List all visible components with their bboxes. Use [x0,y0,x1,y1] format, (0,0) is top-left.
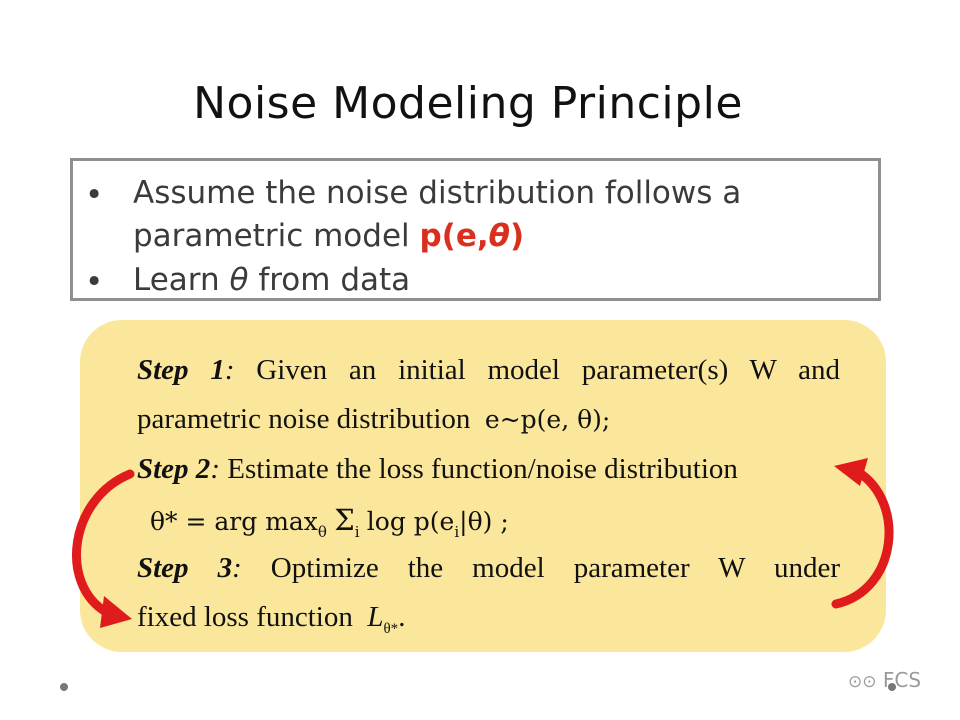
step-2-colon: : [210,453,220,485]
formula-theta: θ [488,218,510,254]
right-loop-arrow-icon [828,452,904,622]
step-3-colon: : [232,552,242,584]
step-3-text: Optimize the model parameter W under [270,552,841,584]
step-2-line-1 [137,453,840,486]
sum-sub: i [354,522,360,541]
formula-close: ) [509,218,525,254]
bullet-1-line-2 [133,214,524,258]
step-1-line-2 [137,403,840,436]
step-2-tail-end: |θ) ; [459,507,509,536]
bullet-2-theta: θ [229,262,249,298]
slide-title: Noise Modeling Principle [193,78,743,129]
bullet-2-prefix: Learn [133,262,230,298]
watermark-text: FCS [882,668,922,692]
step-2-tail: log p(e [366,507,455,536]
step-3-label: Step 3 [137,552,233,584]
step-1-line-2-text: parametric noise distribution [137,403,471,435]
bullet-marker: • [85,264,104,300]
step-3-line-1 [137,552,840,585]
bullet-box [70,158,881,301]
bullet-1-prefix: parametric model [133,218,420,254]
bullet-2 [133,258,410,302]
noise-model-formula [419,218,524,254]
step-2-label: Step 2 [137,453,211,485]
step-3-line-2-text: fixed loss function [137,601,353,633]
step-2-sub: θ [317,522,327,541]
step-3-line-2 [137,601,840,638]
bullet-1-line-1: Assume the noise distribution follows a [133,175,742,211]
step-3-end: . [398,601,406,633]
step-1-text: Given an initial model parameter(s) W and [256,354,840,386]
step-2-formula: θ* = arg max [150,507,318,536]
step-1-line-1 [137,354,840,387]
watermark [848,668,921,692]
sum-symbol: Σ [334,503,355,537]
step-2-text: Estimate the loss function/noise distribution [227,453,738,485]
left-loop-arrow-icon [64,464,140,634]
step-1-formula: e~p(e, θ); [484,405,611,434]
loss-L-sub: θ* [383,620,399,637]
step-1-colon: : [224,354,235,386]
formula-p: p(e, [419,218,489,254]
loss-L: L [367,601,384,633]
step-2-tail-sub: i [454,522,460,541]
bullet-2-suffix: from data [248,262,411,298]
slide-dot-left [60,683,68,691]
step-1-label: Step 1 [137,354,225,386]
bullet-marker: • [85,177,104,213]
wechat-icon: ⊙⊙ [848,672,877,692]
step-2-formula-line [150,503,853,541]
